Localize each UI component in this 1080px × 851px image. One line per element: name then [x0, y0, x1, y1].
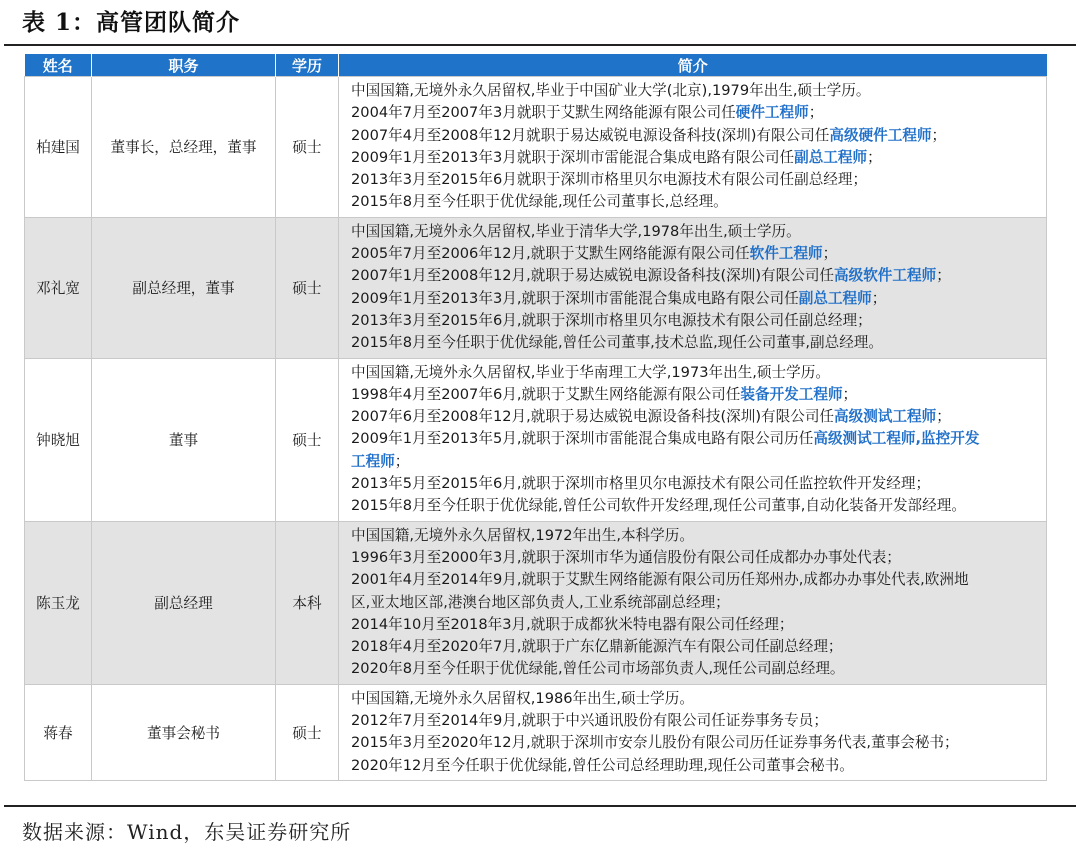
intro-line — [351, 332, 1042, 354]
intro-line — [351, 80, 1042, 102]
cell-name: 蒋春 — [25, 684, 92, 780]
top-rule — [4, 44, 1076, 46]
header-position: 职务 — [92, 54, 276, 77]
intro-line — [351, 102, 1042, 124]
intro-line — [351, 688, 1042, 710]
intro-text: 2009年1月至2013年5月,就职于深圳市雷能混合集成电路有限公司历任 — [351, 430, 814, 448]
intro-line — [351, 755, 1042, 777]
intro-line — [351, 406, 1042, 428]
intro-text: 2009年1月至2013年3月,就职于深圳市雷能混合集成电路有限公司任 — [351, 289, 799, 307]
intro-text: 中国国籍,无境外永久居留权,毕业于华南理工大学,1973年出生,硕士学历。 — [351, 363, 830, 381]
table-row — [25, 77, 1047, 218]
intro-text: 2005年7月至2006年12月,就职于艾默生网络能源有限公司任 — [351, 245, 750, 263]
intro-line — [351, 169, 1042, 191]
intro-text: ； — [931, 126, 947, 144]
intro-text: ； — [936, 408, 951, 426]
cell-intro — [339, 684, 1047, 780]
intro-line — [351, 732, 1042, 754]
intro-text: ； — [808, 104, 824, 122]
intro-text: 2015年8月至今任职于优优绿能,曾任公司软件开发经理,现任公司董事,自动化装备开发部经理。 — [351, 497, 966, 515]
intro-text: 2009年1月至2013年3月就职于深圳市雷能混合集成电路有限公司任 — [351, 148, 795, 166]
intro-line — [351, 191, 1042, 213]
highlighted-title: 高级测试工程师,监控开发 — [813, 430, 980, 448]
intro-text: 2015年3月至2020年12月,就职于深圳市安奈儿股份有限公司历任证券事务代表,董事会秘书； — [351, 734, 959, 752]
cell-position: 董事长，总经理，董事 — [92, 77, 276, 218]
intro-text: ； — [871, 289, 887, 307]
cell-name: 钟晓旭 — [25, 358, 92, 521]
intro-text: 中国国籍,无境外永久居留权,毕业于清华大学,1978年出生,硕士学历。 — [351, 222, 801, 240]
cell-intro — [339, 217, 1047, 358]
intro-line — [351, 495, 1042, 517]
cell-education: 硕士 — [276, 358, 339, 521]
intro-text: ； — [936, 267, 951, 285]
intro-text: 2015年8月至今任职于优优绿能,现任公司董事长,总经理。 — [351, 193, 728, 211]
intro-text: 2018年4月至2020年7月,就职于广东亿鼎新能源汽车有限公司任副总经理； — [351, 638, 843, 656]
intro-line — [351, 547, 1042, 569]
intro-text: 2020年8月至今任职于优优绿能,曾任公司市场部负责人,现任公司副总经理。 — [351, 660, 845, 678]
intro-text: 中国国籍,无境外永久居留权,毕业于中国矿业大学(北京),1979年出生,硕士学历。 — [351, 82, 871, 99]
table-row — [25, 521, 1047, 684]
intro-line — [351, 384, 1042, 406]
intro-line — [351, 525, 1042, 547]
cell-education: 硕士 — [276, 217, 339, 358]
highlighted-title: 高级软件工程师 — [834, 267, 937, 285]
intro-text: ； — [394, 452, 410, 470]
cell-position: 副总经理，董事 — [92, 217, 276, 358]
intro-line — [351, 362, 1042, 384]
intro-text: 2013年3月至2015年6月,就职于深圳市格里贝尔电源技术有限公司任副总经理； — [351, 311, 872, 329]
intro-text: 中国国籍,无境外永久居留权,1986年出生,硕士学历。 — [351, 689, 694, 707]
intro-line — [351, 147, 1042, 169]
intro-text: 2013年5月至2015年6月,就职于深圳市格里贝尔电源技术有限公司任监控软件开发经理； — [351, 475, 931, 493]
intro-line — [351, 473, 1042, 495]
highlighted-title: 高级测试工程师 — [834, 408, 937, 426]
cell-intro — [339, 358, 1047, 521]
intro-line — [351, 125, 1042, 147]
intro-line — [351, 636, 1042, 658]
intro-text: 2012年7月至2014年9月,就职于中兴通讯股份有限公司任证券事务专员； — [351, 712, 828, 730]
highlighted-title: 副总工程师 — [794, 148, 868, 166]
cell-intro — [339, 77, 1047, 218]
intro-text: 中国国籍,无境外永久居留权,1972年出生,本科学历。 — [351, 526, 694, 544]
cell-name: 邓礼宽 — [25, 217, 92, 358]
intro-line — [351, 243, 1042, 265]
cell-education: 本科 — [276, 521, 339, 684]
intro-text: ； — [842, 385, 858, 403]
intro-text: 2004年7月至2007年3月就职于艾默生网络能源有限公司任 — [351, 104, 736, 122]
cell-education: 硕士 — [276, 77, 339, 218]
intro-line — [351, 310, 1042, 332]
intro-text: 2014年10月至2018年3月,就职于成都狄米特电器有限公司任经理； — [351, 615, 794, 633]
intro-text: 1996年3月至2000年3月,就职于深圳市华为通信股份有限公司任成都办办事处代表； — [351, 548, 901, 566]
cell-position: 副总经理 — [92, 521, 276, 684]
highlighted-title: 装备开发工程师 — [740, 385, 843, 403]
cell-name: 柏建国 — [25, 77, 92, 218]
intro-line — [351, 221, 1042, 243]
intro-line — [351, 428, 1042, 450]
intro-line — [351, 658, 1042, 680]
intro-line — [351, 614, 1042, 636]
cell-name: 陈玉龙 — [25, 521, 92, 684]
intro-line — [351, 710, 1042, 732]
intro-text: 2001年4月至2014年9月,就职于艾默生网络能源有限公司历任郑州办,成都办办事处代表,欧洲地 — [351, 571, 969, 589]
intro-text: 1998年4月至2007年6月,就职于艾默生网络能源有限公司任 — [351, 385, 741, 403]
table-row — [25, 217, 1047, 358]
intro-text: 2013年3月至2015年6月就职于深圳市格里贝尔电源技术有限公司任副总经理； — [351, 171, 868, 189]
intro-text: 2007年6月至2008年12月,就职于易达威锐电源设备科技(深圳)有限公司任 — [351, 408, 835, 426]
highlighted-title: 副总工程师 — [798, 289, 872, 307]
intro-text: 区,亚太地区部,港澳台地区部负责人,工业系统部副总经理； — [351, 593, 730, 611]
table-title: 表 1：高管团队简介 — [22, 9, 241, 36]
cell-education: 硕士 — [276, 684, 339, 780]
intro-line — [351, 451, 1042, 473]
intro-line — [351, 569, 1042, 591]
intro-text: 2020年12月至今任职于优优绿能,曾任公司总经理助理,现任公司董事会秘书。 — [351, 756, 854, 774]
highlighted-title: 软件工程师 — [749, 245, 823, 263]
bottom-rule — [4, 805, 1076, 807]
table-header-row — [25, 54, 1047, 77]
intro-line — [351, 592, 1042, 614]
intro-text: 2015年8月至今任职于优优绿能,曾任公司董事,技术总监,现任公司董事,副总经理。 — [351, 334, 883, 352]
intro-line — [351, 288, 1042, 310]
header-education: 学历 — [276, 54, 339, 77]
intro-line — [351, 265, 1042, 287]
cell-intro — [339, 521, 1047, 684]
cell-position: 董事会秘书 — [92, 684, 276, 780]
intro-text: 2007年1月至2008年12月,就职于易达威锐电源设备科技(深圳)有限公司任 — [351, 267, 835, 285]
header-name: 姓名 — [25, 54, 92, 77]
intro-text: 2007年4月至2008年12月就职于易达威锐电源设备科技(深圳)有限公司任 — [351, 126, 830, 144]
header-intro: 简介 — [339, 54, 1047, 77]
intro-text: ； — [867, 148, 882, 166]
table-row — [25, 684, 1047, 780]
data-source-note: 数据来源：Wind，东吴证券研究所 — [22, 820, 352, 844]
highlighted-title: 高级硬件工程师 — [829, 126, 932, 144]
table-row — [25, 358, 1047, 521]
executive-table — [24, 54, 1047, 781]
intro-text: ； — [822, 245, 838, 263]
highlighted-title: 硬件工程师 — [735, 104, 809, 122]
highlighted-title: 工程师 — [351, 452, 395, 470]
cell-position: 董事 — [92, 358, 276, 521]
table-body — [25, 77, 1047, 781]
